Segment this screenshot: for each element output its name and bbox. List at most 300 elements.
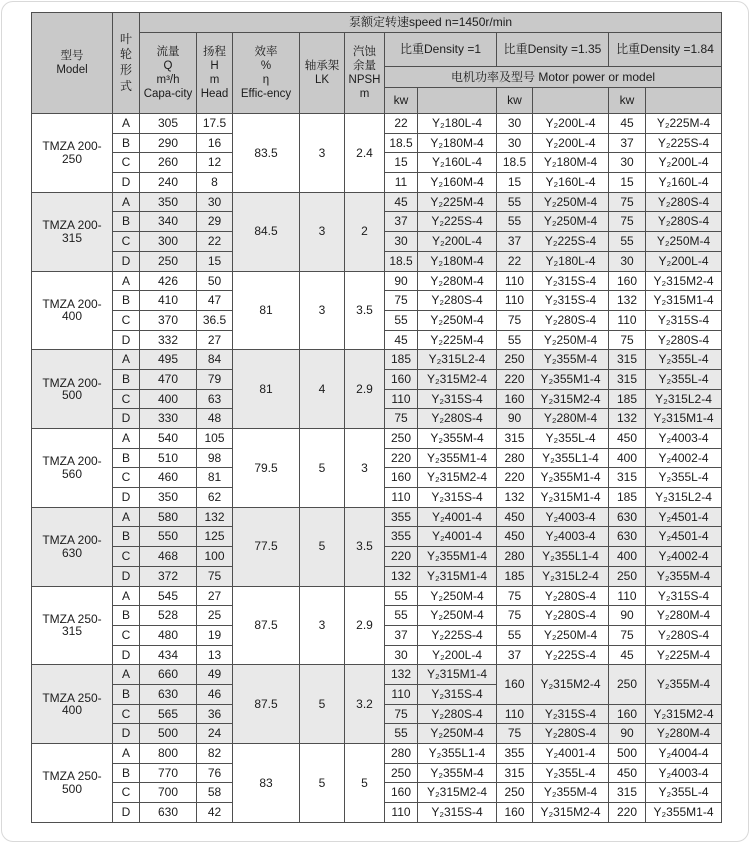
kw-cell: 160 xyxy=(385,783,418,803)
npsh-column-header: 汽蚀 余量 NPSH m xyxy=(345,33,385,114)
impeller-type-cell: B xyxy=(113,684,140,704)
head-cell: 25 xyxy=(197,606,233,626)
impeller-type-cell: A xyxy=(113,192,140,212)
head-cell: 47 xyxy=(197,291,233,311)
motor-model-cell: Y₂315S-4 xyxy=(418,488,497,508)
kw-cell: 37 xyxy=(385,212,418,232)
motor-model-cell: Y₂315M1-4 xyxy=(646,291,722,311)
kw-cell: 75 xyxy=(497,310,533,330)
spec-row xyxy=(32,507,722,527)
flow-cell: 565 xyxy=(140,704,197,724)
model-cell: TMZA 250-400 xyxy=(32,665,113,744)
impeller-type-cell: A xyxy=(113,350,140,370)
impeller-type-cell: A xyxy=(113,507,140,527)
kw-cell: 250 xyxy=(609,566,646,586)
motor-model-cell: Y₂225M-4 xyxy=(418,192,497,212)
density-1-header: 比重Density =1 xyxy=(385,33,497,67)
kw-cell: 315 xyxy=(609,350,646,370)
motor-model-cell: Y₂4001-4 xyxy=(533,744,609,764)
kw-cell: 90 xyxy=(385,271,418,291)
motor-model-cell: Y₂225M-4 xyxy=(646,645,722,665)
kw-cell: 75 xyxy=(497,606,533,626)
motor-model-cell: Y₂355L1-4 xyxy=(533,547,609,567)
kw-cell: 75 xyxy=(385,291,418,311)
kw-cell: 220 xyxy=(497,468,533,488)
kw-cell: 250 xyxy=(385,429,418,449)
motor-model-cell: Y₂315S-4 xyxy=(646,586,722,606)
impeller-type-cell: C xyxy=(113,153,140,173)
kw-cell: 355 xyxy=(385,507,418,527)
npsh-cell: 2 xyxy=(345,192,385,271)
kw-cell: 185 xyxy=(497,566,533,586)
head-cell: 132 xyxy=(197,507,233,527)
motor-model-cell: Y₂315L2-4 xyxy=(646,488,722,508)
kw-cell: 30 xyxy=(497,114,533,134)
kw-cell: 355 xyxy=(497,744,533,764)
motor-model-cell: Y₂200L-4 xyxy=(533,133,609,153)
impeller-type-cell: B xyxy=(113,369,140,389)
head-cell: 100 xyxy=(197,547,233,567)
kw-cell: 45 xyxy=(609,645,646,665)
motor-model-cell: Y₂355M-4 xyxy=(533,783,609,803)
motor-model-cell: Y₂280S-4 xyxy=(646,212,722,232)
kw-cell: 160 xyxy=(497,665,533,704)
motor-model-cell: Y₂280M-4 xyxy=(418,271,497,291)
head-cell: 82 xyxy=(197,744,233,764)
model-cell: TMZA 250-315 xyxy=(32,586,113,665)
bearing-column-header: 轴承架 LK xyxy=(300,33,345,114)
npsh-cell: 3.2 xyxy=(345,665,385,744)
head-cell: 27 xyxy=(197,330,233,350)
motor-model-cell: Y₂250M-4 xyxy=(418,586,497,606)
impeller-type-cell: D xyxy=(113,488,140,508)
flow-cell: 350 xyxy=(140,488,197,508)
motor-model-cell: Y₂280M-4 xyxy=(533,409,609,429)
motor-model-cell: Y₂315M2-4 xyxy=(418,468,497,488)
head-cell: 50 xyxy=(197,271,233,291)
kw-cell: 75 xyxy=(497,586,533,606)
flow-cell: 370 xyxy=(140,310,197,330)
kw-cell: 75 xyxy=(609,212,646,232)
spec-row xyxy=(32,586,722,606)
density-135-header: 比重Density =1.35 xyxy=(497,33,609,67)
kw-cell: 55 xyxy=(497,330,533,350)
kw-cell: 220 xyxy=(385,448,418,468)
motor-model-cell: Y₂280S-4 xyxy=(646,330,722,350)
motor-model-cell: Y₂315M2-4 xyxy=(533,665,609,704)
kw-cell: 280 xyxy=(497,448,533,468)
motor-model-cell: Y₂200L-4 xyxy=(533,114,609,134)
head-cell: 36 xyxy=(197,704,233,724)
bearing-cell: 5 xyxy=(300,744,345,823)
head-cell: 81 xyxy=(197,468,233,488)
kw-cell: 110 xyxy=(385,488,418,508)
flow-cell: 630 xyxy=(140,803,197,823)
head-cell: 125 xyxy=(197,527,233,547)
kw-cell: 132 xyxy=(497,488,533,508)
head-cell: 79 xyxy=(197,369,233,389)
motor-model-cell: Y₂355M-4 xyxy=(533,350,609,370)
motor-model-cell: Y₂355M-4 xyxy=(418,429,497,449)
head-cell: 63 xyxy=(197,389,233,409)
impeller-type-cell: B xyxy=(113,448,140,468)
motor-model-cell: Y₂355M1-4 xyxy=(418,547,497,567)
head-cell: 24 xyxy=(197,724,233,744)
spec-table-body xyxy=(32,114,722,823)
kw-cell: 55 xyxy=(497,212,533,232)
motor-model-cell: Y₂250M-4 xyxy=(533,212,609,232)
kw-cell: 220 xyxy=(497,369,533,389)
flow-cell: 340 xyxy=(140,212,197,232)
kw-cell: 220 xyxy=(609,803,646,823)
kw-cell: 450 xyxy=(609,763,646,783)
flow-cell: 510 xyxy=(140,448,197,468)
motor-model-cell: Y₂280S-4 xyxy=(533,586,609,606)
kw-cell: 132 xyxy=(609,291,646,311)
motor-model-cell: Y₂160M-4 xyxy=(418,173,497,193)
head-cell: 48 xyxy=(197,409,233,429)
spec-row xyxy=(32,429,722,449)
kw-cell: 75 xyxy=(497,724,533,744)
kw-cell: 55 xyxy=(385,724,418,744)
spec-row xyxy=(32,350,722,370)
kw-cell: 400 xyxy=(609,547,646,567)
motor-model-cell: Y₂160L-4 xyxy=(533,173,609,193)
kw-header-1: kw xyxy=(385,88,418,114)
kw-cell: 185 xyxy=(609,389,646,409)
motor-model-cell: Y₂315M2-4 xyxy=(533,803,609,823)
kw-cell: 30 xyxy=(609,153,646,173)
impeller-type-cell: C xyxy=(113,783,140,803)
motor-model-cell: Y₂280S-4 xyxy=(418,409,497,429)
motor-model-cell: Y₂225S-4 xyxy=(533,645,609,665)
head-column-header: 扬程 H m Head xyxy=(197,33,233,114)
motor-model-cell: Y₂225S-4 xyxy=(418,625,497,645)
kw-cell: 160 xyxy=(609,271,646,291)
impeller-type-cell: B xyxy=(113,291,140,311)
impeller-type-cell: C xyxy=(113,704,140,724)
impeller-type-cell: B xyxy=(113,527,140,547)
flow-cell: 660 xyxy=(140,665,197,685)
spec-row xyxy=(32,744,722,764)
kw-cell: 315 xyxy=(609,783,646,803)
kw-cell: 55 xyxy=(385,586,418,606)
motor-model-cell: Y₂315M2-4 xyxy=(646,271,722,291)
motor-model-cell: Y₂225M-4 xyxy=(418,330,497,350)
motor-model-cell: Y₂160L-4 xyxy=(418,153,497,173)
kw-cell: 110 xyxy=(385,803,418,823)
kw-cell: 185 xyxy=(609,488,646,508)
motor-model-cell: Y₂315L2-4 xyxy=(418,350,497,370)
spec-table-header xyxy=(32,13,722,114)
motor-model-cell: Y₂225S-4 xyxy=(533,232,609,252)
motor-model-cell: Y₂315M2-4 xyxy=(646,704,722,724)
flow-cell: 580 xyxy=(140,507,197,527)
impeller-type-cell: C xyxy=(113,547,140,567)
motor-model-cell: Y₂355M1-4 xyxy=(646,803,722,823)
motor-model-cell: Y₂280S-4 xyxy=(533,310,609,330)
spec-row xyxy=(32,271,722,291)
kw-cell: 450 xyxy=(497,507,533,527)
kw-cell: 110 xyxy=(497,291,533,311)
kw-cell: 37 xyxy=(497,232,533,252)
kw-cell: 18.5 xyxy=(385,133,418,153)
kw-cell: 55 xyxy=(497,192,533,212)
motor-model-cell: Y₂355L-4 xyxy=(646,350,722,370)
kw-cell: 250 xyxy=(609,665,646,704)
kw-cell: 110 xyxy=(497,704,533,724)
efficiency-cell: 83.5 xyxy=(233,114,300,193)
motor-model-cell: Y₂250M-4 xyxy=(646,232,722,252)
kw-cell: 315 xyxy=(609,369,646,389)
flow-column-header: 流量 Q m³/h Capa-city xyxy=(140,33,197,114)
efficiency-cell: 87.5 xyxy=(233,586,300,665)
motor-model-cell: Y₂160L-4 xyxy=(646,173,722,193)
motor-model-cell: Y₂4501-4 xyxy=(646,507,722,527)
motor-model-cell: Y₂200L-4 xyxy=(418,645,497,665)
motor-model-cell: Y₂225M-4 xyxy=(646,114,722,134)
motor-model-cell: Y₂315M2-4 xyxy=(418,369,497,389)
kw-cell: 75 xyxy=(609,192,646,212)
kw-cell: 75 xyxy=(385,409,418,429)
kw-cell: 37 xyxy=(609,133,646,153)
kw-cell: 185 xyxy=(385,350,418,370)
kw-cell: 55 xyxy=(385,606,418,626)
kw-cell: 30 xyxy=(385,232,418,252)
impeller-type-cell: A xyxy=(113,271,140,291)
npsh-cell: 3 xyxy=(345,429,385,508)
head-cell: 12 xyxy=(197,153,233,173)
motor-model-cell: Y₂280S-4 xyxy=(533,724,609,744)
flow-cell: 545 xyxy=(140,586,197,606)
motor-model-cell: Y₂315M2-4 xyxy=(533,389,609,409)
motor-model-cell: Y₂180L-4 xyxy=(418,114,497,134)
motor-model-cell: Y₂315S-4 xyxy=(418,389,497,409)
flow-cell: 332 xyxy=(140,330,197,350)
kw-cell: 110 xyxy=(385,684,418,704)
flow-cell: 630 xyxy=(140,684,197,704)
motor-model-cell: Y₂355L1-4 xyxy=(418,744,497,764)
impeller-type-cell: D xyxy=(113,645,140,665)
kw-cell: 22 xyxy=(497,251,533,271)
motor-model-cell: Y₂355M-4 xyxy=(646,665,722,704)
head-cell: 17.5 xyxy=(197,114,233,134)
kw-cell: 30 xyxy=(609,251,646,271)
impeller-type-cell: C xyxy=(113,468,140,488)
kw-cell: 55 xyxy=(497,625,533,645)
kw-cell: 110 xyxy=(609,586,646,606)
motor-model-cell: Y₂4004-4 xyxy=(646,744,722,764)
motor-model-cell: Y₂315S-4 xyxy=(533,704,609,724)
kw-cell: 90 xyxy=(497,409,533,429)
motor-model-cell: Y₂250M-4 xyxy=(533,625,609,645)
flow-cell: 350 xyxy=(140,192,197,212)
impeller-type-cell: A xyxy=(113,665,140,685)
impeller-type-cell: C xyxy=(113,232,140,252)
npsh-cell: 2.9 xyxy=(345,586,385,665)
motor-model-cell: Y₂225S-4 xyxy=(646,133,722,153)
impeller-type-cell: B xyxy=(113,606,140,626)
impeller-type-cell: C xyxy=(113,389,140,409)
kw-cell: 280 xyxy=(385,744,418,764)
kw-cell: 11 xyxy=(385,173,418,193)
flow-cell: 434 xyxy=(140,645,197,665)
flow-cell: 800 xyxy=(140,744,197,764)
kw-cell: 250 xyxy=(497,783,533,803)
kw-cell: 45 xyxy=(385,192,418,212)
flow-cell: 426 xyxy=(140,271,197,291)
motor-model-cell: Y₂225S-4 xyxy=(418,212,497,232)
motor-model-cell: Y₂315S-4 xyxy=(418,803,497,823)
motor-model-cell: Y₂200L-4 xyxy=(646,251,722,271)
kw-cell: 450 xyxy=(609,429,646,449)
kw-cell: 45 xyxy=(385,330,418,350)
flow-cell: 468 xyxy=(140,547,197,567)
head-cell: 19 xyxy=(197,625,233,645)
motor-model-cell: Y₂315M1-4 xyxy=(418,665,497,685)
kw-cell: 90 xyxy=(609,606,646,626)
kw-cell: 132 xyxy=(385,665,418,685)
head-cell: 15 xyxy=(197,251,233,271)
motor-model-cell: Y₂355L-4 xyxy=(646,369,722,389)
kw-cell: 15 xyxy=(385,153,418,173)
impeller-type-cell: D xyxy=(113,724,140,744)
flow-cell: 305 xyxy=(140,114,197,134)
motor-model-cell: Y₂180M-4 xyxy=(418,251,497,271)
motor-model-cell: Y₂4003-4 xyxy=(646,763,722,783)
impeller-type-cell: C xyxy=(113,625,140,645)
motor-model-cell: Y₂280M-4 xyxy=(646,606,722,626)
head-cell: 42 xyxy=(197,803,233,823)
bearing-cell: 3 xyxy=(300,586,345,665)
bearing-cell: 5 xyxy=(300,665,345,744)
efficiency-cell: 83 xyxy=(233,744,300,823)
model-cell: TMZA 200-560 xyxy=(32,429,113,508)
motor-model-cell: Y₂180L-4 xyxy=(533,251,609,271)
spec-row xyxy=(32,114,722,134)
motor-model-header-3 xyxy=(646,88,722,114)
kw-cell: 75 xyxy=(609,625,646,645)
impeller-type-cell: D xyxy=(113,330,140,350)
impeller-type-cell: B xyxy=(113,763,140,783)
efficiency-cell: 84.5 xyxy=(233,192,300,271)
kw-cell: 30 xyxy=(385,645,418,665)
kw-cell: 15 xyxy=(609,173,646,193)
motor-model-cell: Y₂315M1-4 xyxy=(533,488,609,508)
motor-model-cell: Y₂4003-4 xyxy=(533,507,609,527)
flow-cell: 500 xyxy=(140,724,197,744)
flow-cell: 700 xyxy=(140,783,197,803)
kw-cell: 500 xyxy=(609,744,646,764)
motor-model-cell: Y₂355M1-4 xyxy=(533,369,609,389)
head-cell: 36.5 xyxy=(197,310,233,330)
motor-model-cell: Y₂315L2-4 xyxy=(533,566,609,586)
model-cell: TMZA 200-630 xyxy=(32,507,113,586)
model-cell: TMZA 200-500 xyxy=(32,350,113,429)
kw-cell: 315 xyxy=(609,468,646,488)
flow-cell: 460 xyxy=(140,468,197,488)
head-cell: 8 xyxy=(197,173,233,193)
head-cell: 75 xyxy=(197,566,233,586)
head-cell: 62 xyxy=(197,488,233,508)
kw-header-3: kw xyxy=(609,88,646,114)
motor-model-cell: Y₂355L-4 xyxy=(533,429,609,449)
kw-cell: 18.5 xyxy=(497,153,533,173)
impeller-type-cell: A xyxy=(113,114,140,134)
spec-row xyxy=(32,665,722,685)
impeller-type-cell: D xyxy=(113,409,140,429)
kw-cell: 110 xyxy=(385,389,418,409)
flow-cell: 260 xyxy=(140,153,197,173)
motor-model-cell: Y₂180M-4 xyxy=(533,153,609,173)
motor-model-cell: Y₂355M-4 xyxy=(646,566,722,586)
kw-header-2: kw xyxy=(497,88,533,114)
head-cell: 49 xyxy=(197,665,233,685)
kw-cell: 160 xyxy=(497,803,533,823)
flow-cell: 540 xyxy=(140,429,197,449)
flow-cell: 400 xyxy=(140,389,197,409)
flow-cell: 410 xyxy=(140,291,197,311)
motor-model-cell: Y₂250M-4 xyxy=(533,192,609,212)
impeller-type-cell: B xyxy=(113,212,140,232)
motor-model-cell: Y₂4501-4 xyxy=(646,527,722,547)
head-cell: 105 xyxy=(197,429,233,449)
motor-model-cell: Y₂315S-4 xyxy=(646,310,722,330)
npsh-cell: 5 xyxy=(345,744,385,823)
motor-model-cell: Y₂355M1-4 xyxy=(533,468,609,488)
motor-power-header: 电机功率及型号 Motor power or model xyxy=(385,67,722,88)
bearing-cell: 5 xyxy=(300,429,345,508)
npsh-cell: 2.4 xyxy=(345,114,385,193)
impeller-type-cell: A xyxy=(113,586,140,606)
bearing-cell: 3 xyxy=(300,192,345,271)
motor-model-cell: Y₂250M-4 xyxy=(418,606,497,626)
impeller-column-header-text: 叶轮形式 xyxy=(119,31,132,93)
kw-cell: 90 xyxy=(609,724,646,744)
flow-cell: 480 xyxy=(140,625,197,645)
kw-cell: 315 xyxy=(497,429,533,449)
flow-cell: 240 xyxy=(140,173,197,193)
flow-cell: 550 xyxy=(140,527,197,547)
model-cell: TMZA 250-500 xyxy=(32,744,113,823)
kw-cell: 55 xyxy=(385,310,418,330)
head-cell: 22 xyxy=(197,232,233,252)
motor-model-cell: Y₂355L-4 xyxy=(646,783,722,803)
motor-model-cell: Y₂250M-4 xyxy=(533,330,609,350)
motor-model-cell: Y₂280S-4 xyxy=(418,291,497,311)
motor-model-cell: Y₂280S-4 xyxy=(533,606,609,626)
kw-cell: 132 xyxy=(385,566,418,586)
motor-model-cell: Y₂250M-4 xyxy=(418,724,497,744)
motor-model-cell: Y₂315M1-4 xyxy=(418,566,497,586)
motor-model-cell: Y₂4001-4 xyxy=(418,507,497,527)
bearing-cell: 3 xyxy=(300,271,345,350)
rated-speed-header: 泵额定转速speed n=1450r/min xyxy=(140,13,722,33)
kw-cell: 75 xyxy=(385,704,418,724)
motor-model-cell: Y₂315L2-4 xyxy=(646,389,722,409)
kw-cell: 355 xyxy=(385,527,418,547)
head-cell: 46 xyxy=(197,684,233,704)
kw-cell: 110 xyxy=(609,310,646,330)
flow-cell: 330 xyxy=(140,409,197,429)
impeller-type-cell: D xyxy=(113,803,140,823)
flow-cell: 470 xyxy=(140,369,197,389)
motor-model-cell: Y₂180M-4 xyxy=(418,133,497,153)
flow-cell: 770 xyxy=(140,763,197,783)
motor-model-cell: Y₂4001-4 xyxy=(418,527,497,547)
model-cell: TMZA 200-400 xyxy=(32,271,113,350)
motor-model-cell: Y₂355M1-4 xyxy=(418,448,497,468)
